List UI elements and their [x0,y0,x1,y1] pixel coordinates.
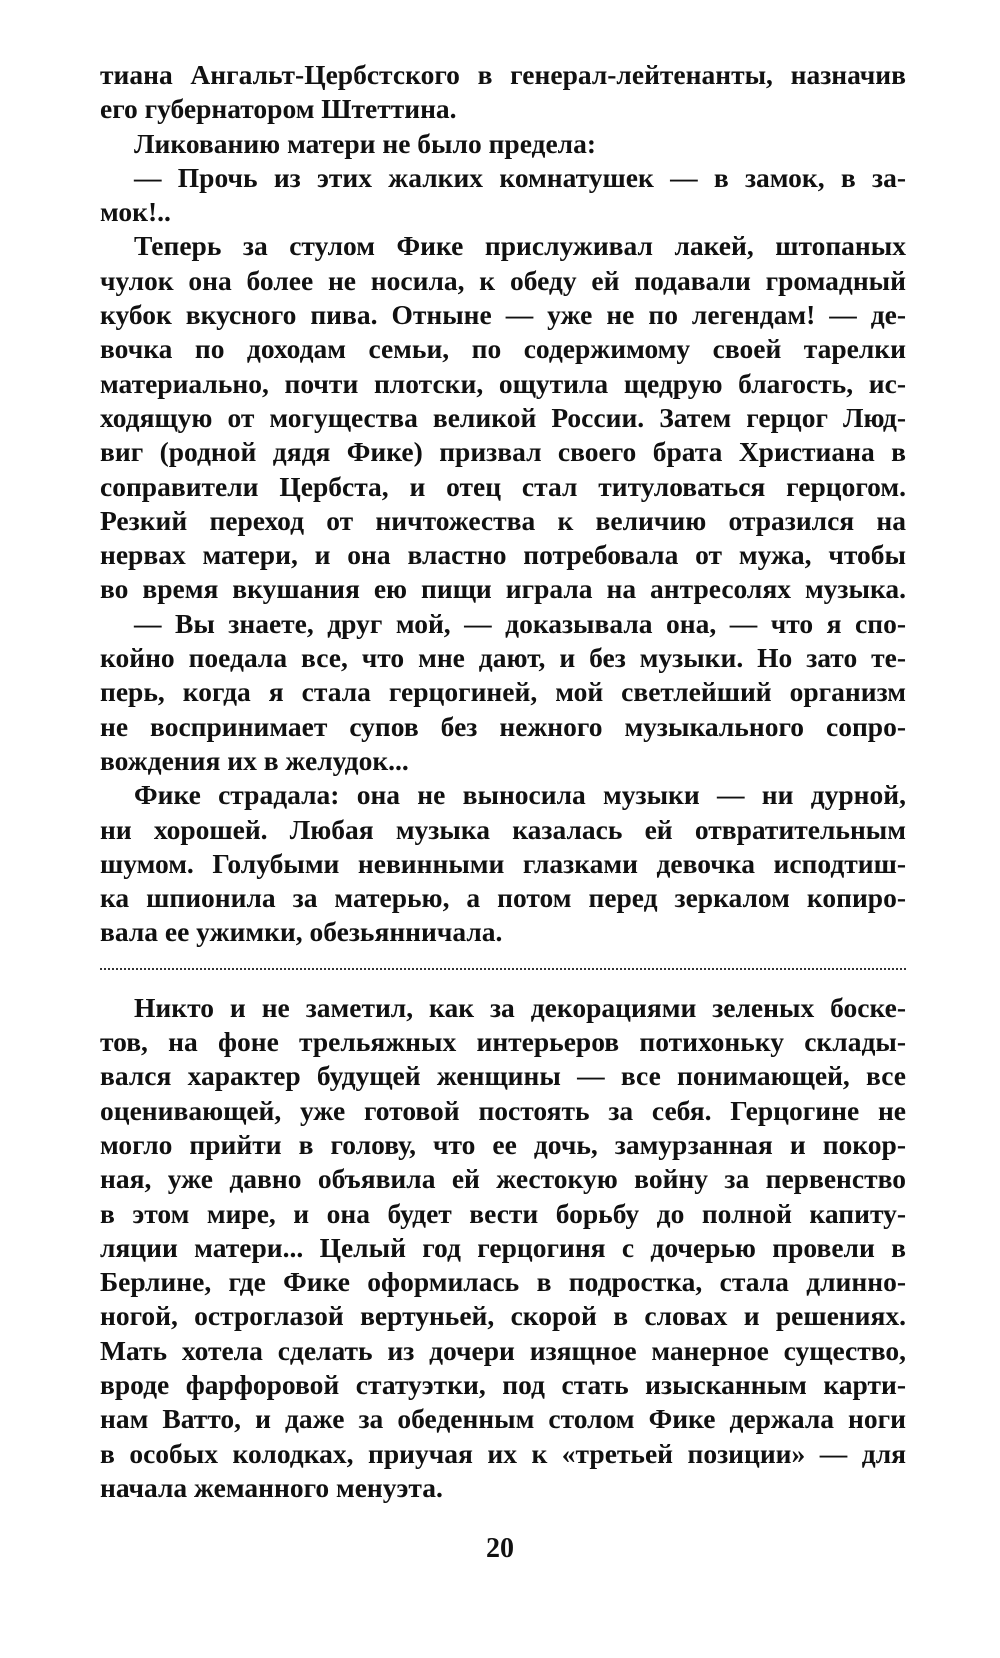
text-line: чулок она более не носила, к обеду ей подавали громадный [100,264,906,296]
text-line: ка шпионила за матерью, а потом перед зеркалом копиро- [100,882,906,914]
text-line: ходящую от могущества великой России. Затем герцог Люд- [100,401,906,433]
text-line: койно поедала все, что мне дают, и без музыки. Но зато те- [100,642,906,674]
text-line: Мать хотела сделать из дочери изящное манерное существо, [100,1334,906,1366]
text-line: в этом мире, и она будет вести борьбу до полной капиту- [100,1197,906,1229]
text-line: начала жеманного менуэта. [100,1471,443,1503]
page-body [100,58,906,1505]
text-line: ляции матери... Целый год герцогиня с дочерью провели в [100,1231,906,1263]
text-line: Ликованию матери не было предела: [134,127,597,159]
text-line: вроде фарфоровой статуэтки, под стать изысканным карти- [100,1368,906,1400]
text-line: ная, уже давно объявила ей жестокую войну за первенство [100,1163,906,1195]
text-line: материально, почти плотски, ощутила щедрую благость, ис- [100,367,906,399]
text-line: нам Ватто, и даже за обеденным столом Фике держала ноги [100,1403,906,1435]
text-line: мок!.. [100,196,171,228]
text-line: ни хорошей. Любая музыка казалась ей отвратительным [100,813,906,845]
text-line: вала ее ужимки, обезьянничала. [100,916,503,948]
text-line: в особых колодках, приучая их к «третьей позиции» — для [100,1437,906,1469]
text-line: тов, на фоне трельяжных интерьеров потихоньку склады- [100,1026,906,1058]
text-line: Фике страдала: она не выносила музыки — ни дурной, [134,779,906,811]
text-line: кубок вкусного пива. Отныне — уже не по легендам! — де- [100,299,906,331]
text-line: шумом. Голубыми невинными глазками девочка исподтиш- [100,847,906,879]
text-line: вался характер будущей женщины — все понимающей, все [100,1060,906,1092]
text-line: Берлине, где Фике оформилась в подростка, стала длинно- [100,1266,906,1298]
text-line: виг (родной дядя Фике) призвал своего брата Христиана в [100,436,906,468]
text-line: не воспринимает супов без нежного музыкального сопро- [100,710,906,742]
text-line: могло прийти в голову, что ее дочь, замурзанная и покор- [100,1128,906,1160]
text-line: ногой, остроглазой вертуньей, скорой в словах и решениях. [100,1300,906,1332]
text-line: его губернатором Штеттина. [100,93,457,125]
text-section-2 [100,991,906,1505]
text-line: — Вы знаете, друг мой, — доказывала она, — что я спо- [134,607,906,639]
text-line: Резкий переход от ничтожества к величию отразился на [100,504,906,536]
text-line: Никто и не заметил, как за декорациями зеленых боске- [134,991,906,1023]
text-line: оценивающей, уже готовой постоять за себя. Герцогине не [100,1094,906,1126]
text-line: во время вкушания ею пищи играла на антресолях музыка. [100,573,906,605]
page-number: 20 [486,1533,514,1564]
text-line: вочка по доходам семьи, по содержимому своей тарелки [100,333,906,365]
text-line: вождения их в желудок... [100,744,409,776]
text-line: перь, когда я стала герцогиней, мой светлейший организм [100,676,906,708]
text-line: нервах матери, и она властно потребовала от мужа, чтобы [100,539,906,571]
text-line: тиана Ангальт-Цербстского в генерал-лейтенанты, назначив [100,59,906,90]
text-line: Теперь за стулом Фике прислуживал лакей, штопаных [134,230,906,262]
text-line: — Прочь из этих жалких комнатушек — в замок, в за- [134,161,906,193]
text-line: соправители Цербста, и отец стал титуловаться герцогом. [100,470,906,502]
text-section-1 [100,58,906,950]
section-divider [100,968,906,971]
